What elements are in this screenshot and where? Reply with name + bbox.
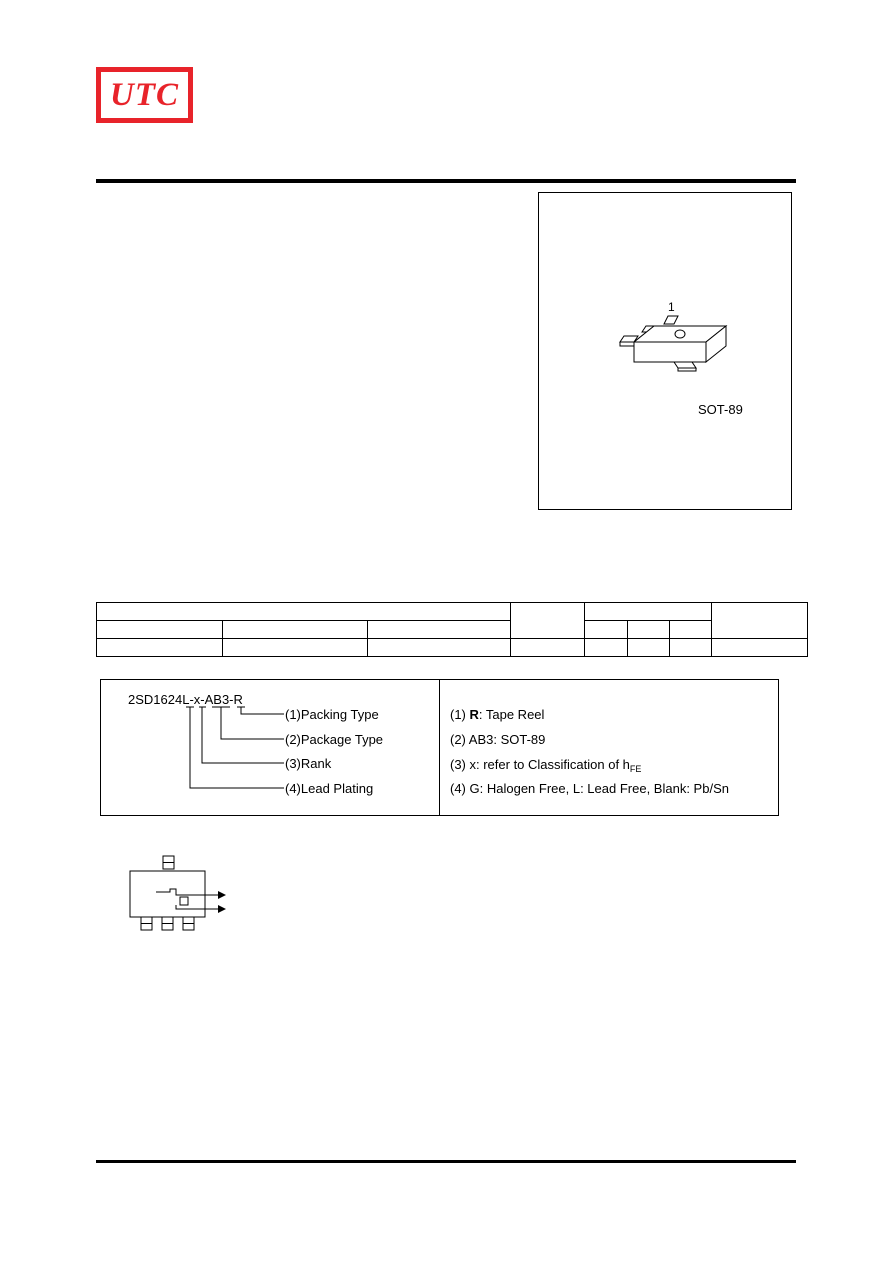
package-name: SOT-89 xyxy=(698,402,743,417)
footer-rule xyxy=(96,1160,796,1163)
table-cell xyxy=(712,603,808,639)
table-cell xyxy=(670,621,712,639)
field-package-type: (2)Package Type xyxy=(285,732,384,747)
utc-logo xyxy=(96,67,193,123)
marking-diagram xyxy=(126,854,230,934)
legend-1-code: R xyxy=(469,707,479,722)
legend-1-desc: : Tape Reel xyxy=(478,707,545,722)
table-cell xyxy=(222,639,367,657)
legend-4-g: (4) G xyxy=(450,781,480,796)
legend-line-1 xyxy=(450,707,544,722)
logo-frame xyxy=(99,70,190,120)
legend-line-2: (2) AB3: SOT-89 xyxy=(450,732,546,747)
table-cell xyxy=(628,639,670,657)
table-row xyxy=(97,639,808,657)
table-cell xyxy=(585,621,628,639)
table-cell xyxy=(628,621,670,639)
table-cell xyxy=(367,621,511,639)
legend-4-blank-desc: : Pb/Sn xyxy=(686,781,729,796)
legend-line-3 xyxy=(450,757,641,774)
table-cell xyxy=(585,639,628,657)
logo-text: UTC xyxy=(110,76,179,113)
field-rank: (3)Rank xyxy=(285,756,332,771)
table-cell xyxy=(585,603,712,621)
table-cell xyxy=(222,621,367,639)
legend-3-subscript: FE xyxy=(629,764,642,774)
table-cell xyxy=(367,639,511,657)
part-number-divider xyxy=(439,679,440,816)
table-row xyxy=(97,603,808,621)
table-cell xyxy=(670,639,712,657)
table-cell xyxy=(511,639,585,657)
legend-4-g-desc: : Halogen Free, xyxy=(479,781,573,796)
table-cell xyxy=(97,621,223,639)
legend-4-blank: Blank xyxy=(653,781,687,796)
table-cell xyxy=(511,603,585,639)
table-cell xyxy=(97,603,511,621)
legend-4-l-desc: : Lead Free, xyxy=(580,781,654,796)
table-cell xyxy=(97,639,223,657)
table-cell xyxy=(712,639,808,657)
legend-line-4 xyxy=(450,781,729,796)
legend-1-prefix: (1) xyxy=(450,707,470,722)
part-number-code: 2SD1624L-x-AB3-R xyxy=(128,692,243,707)
field-packing-type: (1)Packing Type xyxy=(285,707,379,722)
legend-3-text: (3) x: refer to Classification of h xyxy=(450,757,630,772)
ordering-table xyxy=(96,602,808,657)
table-row xyxy=(97,621,808,639)
legend-4-l: L xyxy=(572,781,581,796)
field-lead-plating: (4)Lead Plating xyxy=(285,781,374,796)
part-number-leader-lines xyxy=(180,700,290,795)
pin1-label: 1 xyxy=(668,300,675,314)
header-rule xyxy=(96,179,796,183)
